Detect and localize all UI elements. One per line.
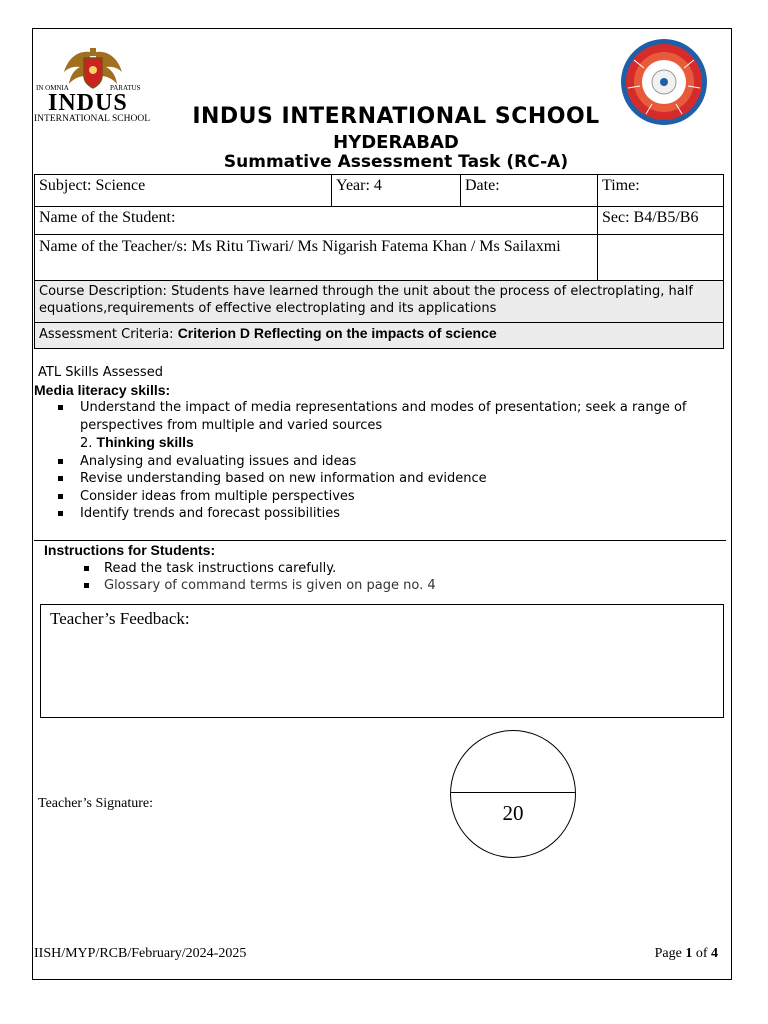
logo-subname: INTERNATIONAL SCHOOL	[34, 114, 151, 124]
info-row-1	[35, 175, 724, 207]
atl-section	[34, 364, 718, 523]
list-item: Consider ideas from multiple perspectives	[38, 488, 718, 506]
subject-cell: Subject: Science	[35, 175, 332, 207]
student-name-cell[interactable]: Name of the Student:	[35, 207, 598, 235]
school-logo	[34, 44, 152, 128]
school-title: INDUS INTERNATIONAL SCHOOL	[192, 104, 600, 129]
teacher-feedback-box[interactable]	[40, 604, 724, 718]
list-item: Read the task instructions carefully.	[44, 560, 724, 578]
info-row-3	[35, 235, 724, 281]
teachers-cell: Name of the Teacher/s: Ms Ritu Tiwari/ Ms Nigarish Fatema Khan / Ms Sailaxmi	[35, 235, 598, 281]
thinking-number: 2.	[80, 436, 93, 451]
list-item: Revise understanding based on new information and evidence	[38, 470, 718, 488]
logo-motto-left: IN OMNIA	[36, 84, 69, 92]
logo-motto-right: PARATUS	[110, 84, 141, 92]
thinking-skills-list	[38, 453, 718, 523]
school-city: HYDERABAD	[333, 132, 459, 153]
page-number	[655, 946, 718, 962]
score-circle[interactable]	[450, 730, 576, 858]
page-current: 1	[685, 946, 693, 961]
thinking-skills-heading	[38, 434, 718, 453]
instructions-section	[44, 542, 724, 595]
time-cell[interactable]: Time:	[598, 175, 724, 207]
media-literacy-heading: Media literacy skills:	[34, 381, 171, 398]
section-divider	[34, 540, 726, 541]
page-prefix: Page	[654, 946, 686, 961]
media-literacy-list	[38, 399, 718, 434]
teachers-blank-cell	[598, 235, 724, 281]
course-description-cell: Course Description: Students have learned through the unit about the process of electroplating, half equations,requirements of effective electroplating and its applications	[35, 281, 724, 323]
score-total: 20	[502, 801, 524, 825]
instructions-list	[44, 560, 724, 595]
year-cell: Year: 4	[332, 175, 461, 207]
logo-name: INDUS	[48, 90, 128, 116]
instructions-heading: Instructions for Students:	[44, 542, 216, 558]
atl-title: ATL Skills Assessed	[38, 365, 163, 380]
footer-code: IISH/MYP/RCB/February/2024-2025	[34, 946, 247, 961]
page-total: 4	[711, 946, 718, 961]
teacher-feedback-label: Teacher’s Feedback:	[50, 609, 190, 628]
date-cell[interactable]: Date:	[461, 175, 598, 207]
teacher-signature-label: Teacher’s Signature:	[38, 796, 153, 811]
info-row-2	[35, 207, 724, 235]
thinking-title: Thinking skills	[96, 434, 194, 450]
list-item: Understand the impact of media representations and modes of presentation; seek a range of perspectives from multiple and varied sources	[38, 399, 718, 434]
criteria-value: Criterion D Reflecting on the impacts of science	[177, 325, 497, 341]
info-table	[34, 174, 724, 349]
info-row-4	[35, 281, 724, 323]
list-item: Analysing and evaluating issues and ideas	[38, 453, 718, 471]
info-row-5	[35, 323, 724, 349]
list-item: Glossary of command terms is given on page no. 4	[44, 577, 724, 595]
score-divider	[451, 792, 575, 793]
assessment-criteria-cell	[35, 323, 724, 349]
criteria-label: Assessment Criteria:	[39, 327, 178, 342]
section-cell: Sec: B4/B5/B6	[598, 207, 724, 235]
task-title: Summative Assessment Task (RC-A)	[223, 152, 569, 172]
list-item: Identify trends and forecast possibilities	[38, 505, 718, 523]
page-of: of	[692, 946, 711, 961]
